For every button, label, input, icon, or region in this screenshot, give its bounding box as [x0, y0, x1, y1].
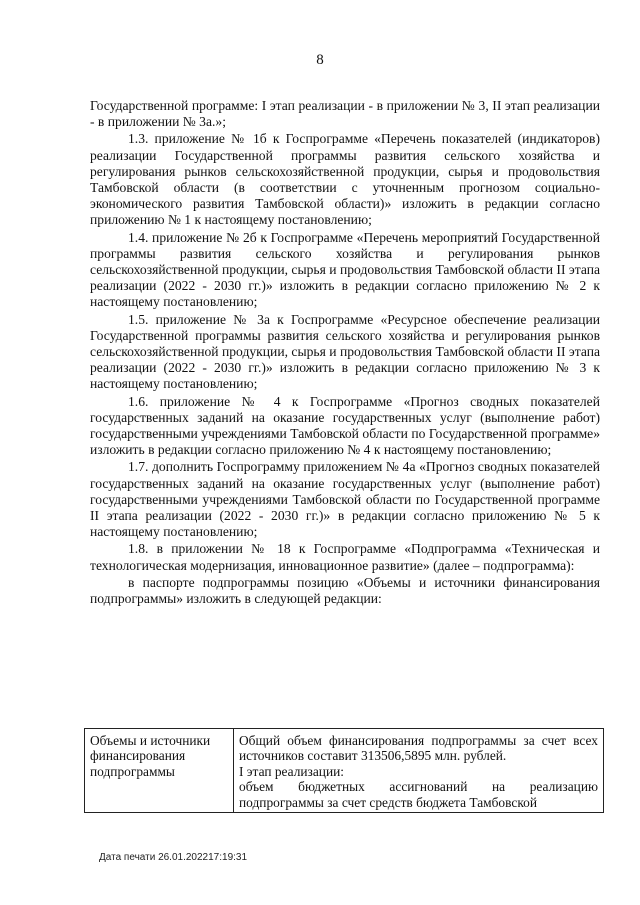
- paragraph-1-6: 1.6. приложение № 4 к Госпрограмме «Прогноз сводных показателей государственных заданий на оказание государственных услуг (выполнение работ) государственными учреждениями Тамбовской области по Государственной программе» изложить в редакции согласно приложению № 4 к настоящему постановлению;: [90, 393, 600, 458]
- table-value-cell: [234, 729, 604, 813]
- financing-table: [84, 728, 604, 813]
- table-value-line: объем бюджетных ассигнований на реализацию подпрограммы за счет средств бюджета Тамбовской: [239, 779, 598, 810]
- paragraph-passport: в паспорте подпрограммы позицию «Объемы и источники финансирования подпрограммы» изложить в следующей редакции:: [90, 574, 600, 607]
- document-body: [90, 98, 600, 608]
- table-label-cell: Объемы и источники финансирования подпрограммы: [85, 729, 234, 813]
- paragraph-1-5: 1.5. приложение № 3а к Госпрограмме «Ресурсное обеспечение реализации Государственной программы развития сельского хозяйства и регулирования рынков сельскохозяйственной продукции, сырья и продовольствия Тамбовской области II этапа реализации (2022 - 2030 гг.)» изложить в редакции согласно приложению № 3 к настоящему постановлению;: [90, 311, 600, 392]
- paragraph-1-7: 1.7. дополнить Госпрограмму приложением № 4а «Прогноз сводных показателей государственных заданий на оказание государственных услуг (выполнение работ) государственными учреждениями Тамбовской области по Государственной программе II этапа реализации (2022 - 2030 гг.)» в редакции согласно приложению № 5 к настоящему постановлению;: [90, 459, 600, 540]
- paragraph-continuation: Государственной программе: I этап реализации - в приложении № 3, II этап реализации - в приложении № 3а.»;: [90, 98, 600, 130]
- page-number: 8: [316, 52, 324, 68]
- print-date-footer: Дата печати 26.01.202217:19:31: [99, 852, 248, 863]
- paragraph-1-4: 1.4. приложение № 2б к Госпрограмме «Перечень мероприятий Государственной программы развития сельского хозяйства и регулирования рынков сельскохозяйственной продукции, сырья и продовольствия Тамбовской области II этапа реализации (2022 - 2030 гг.)» изложить в редакции согласно приложению № 2 к настоящему постановлению;: [90, 229, 600, 310]
- table-value-line: Общий объем финансирования подпрограммы за счет всех источников составит 313506,5895 млн. рублей.: [239, 733, 598, 764]
- table-row: [85, 729, 604, 813]
- paragraph-1-8: 1.8. в приложении № 18 к Госпрограмме «Подпрограмма «Техническая и технологическая модернизация, инновационное развитие» (далее – подпрограмма):: [90, 541, 600, 573]
- paragraph-1-3: 1.3. приложение № 1б к Госпрограмме «Перечень показателей (индикаторов) реализации Государственной программы развития сельского хозяйства и регулирования рынков сельскохозяйственной продукции, сырья и продовольствия Тамбовской области (в соответствии с уточненным прогнозом социально-экономического развития Тамбовской области)» изложить в редакции согласно приложению № 1 к настоящему постановлению;: [90, 131, 600, 228]
- table-value-line: I этап реализации:: [239, 763, 345, 779]
